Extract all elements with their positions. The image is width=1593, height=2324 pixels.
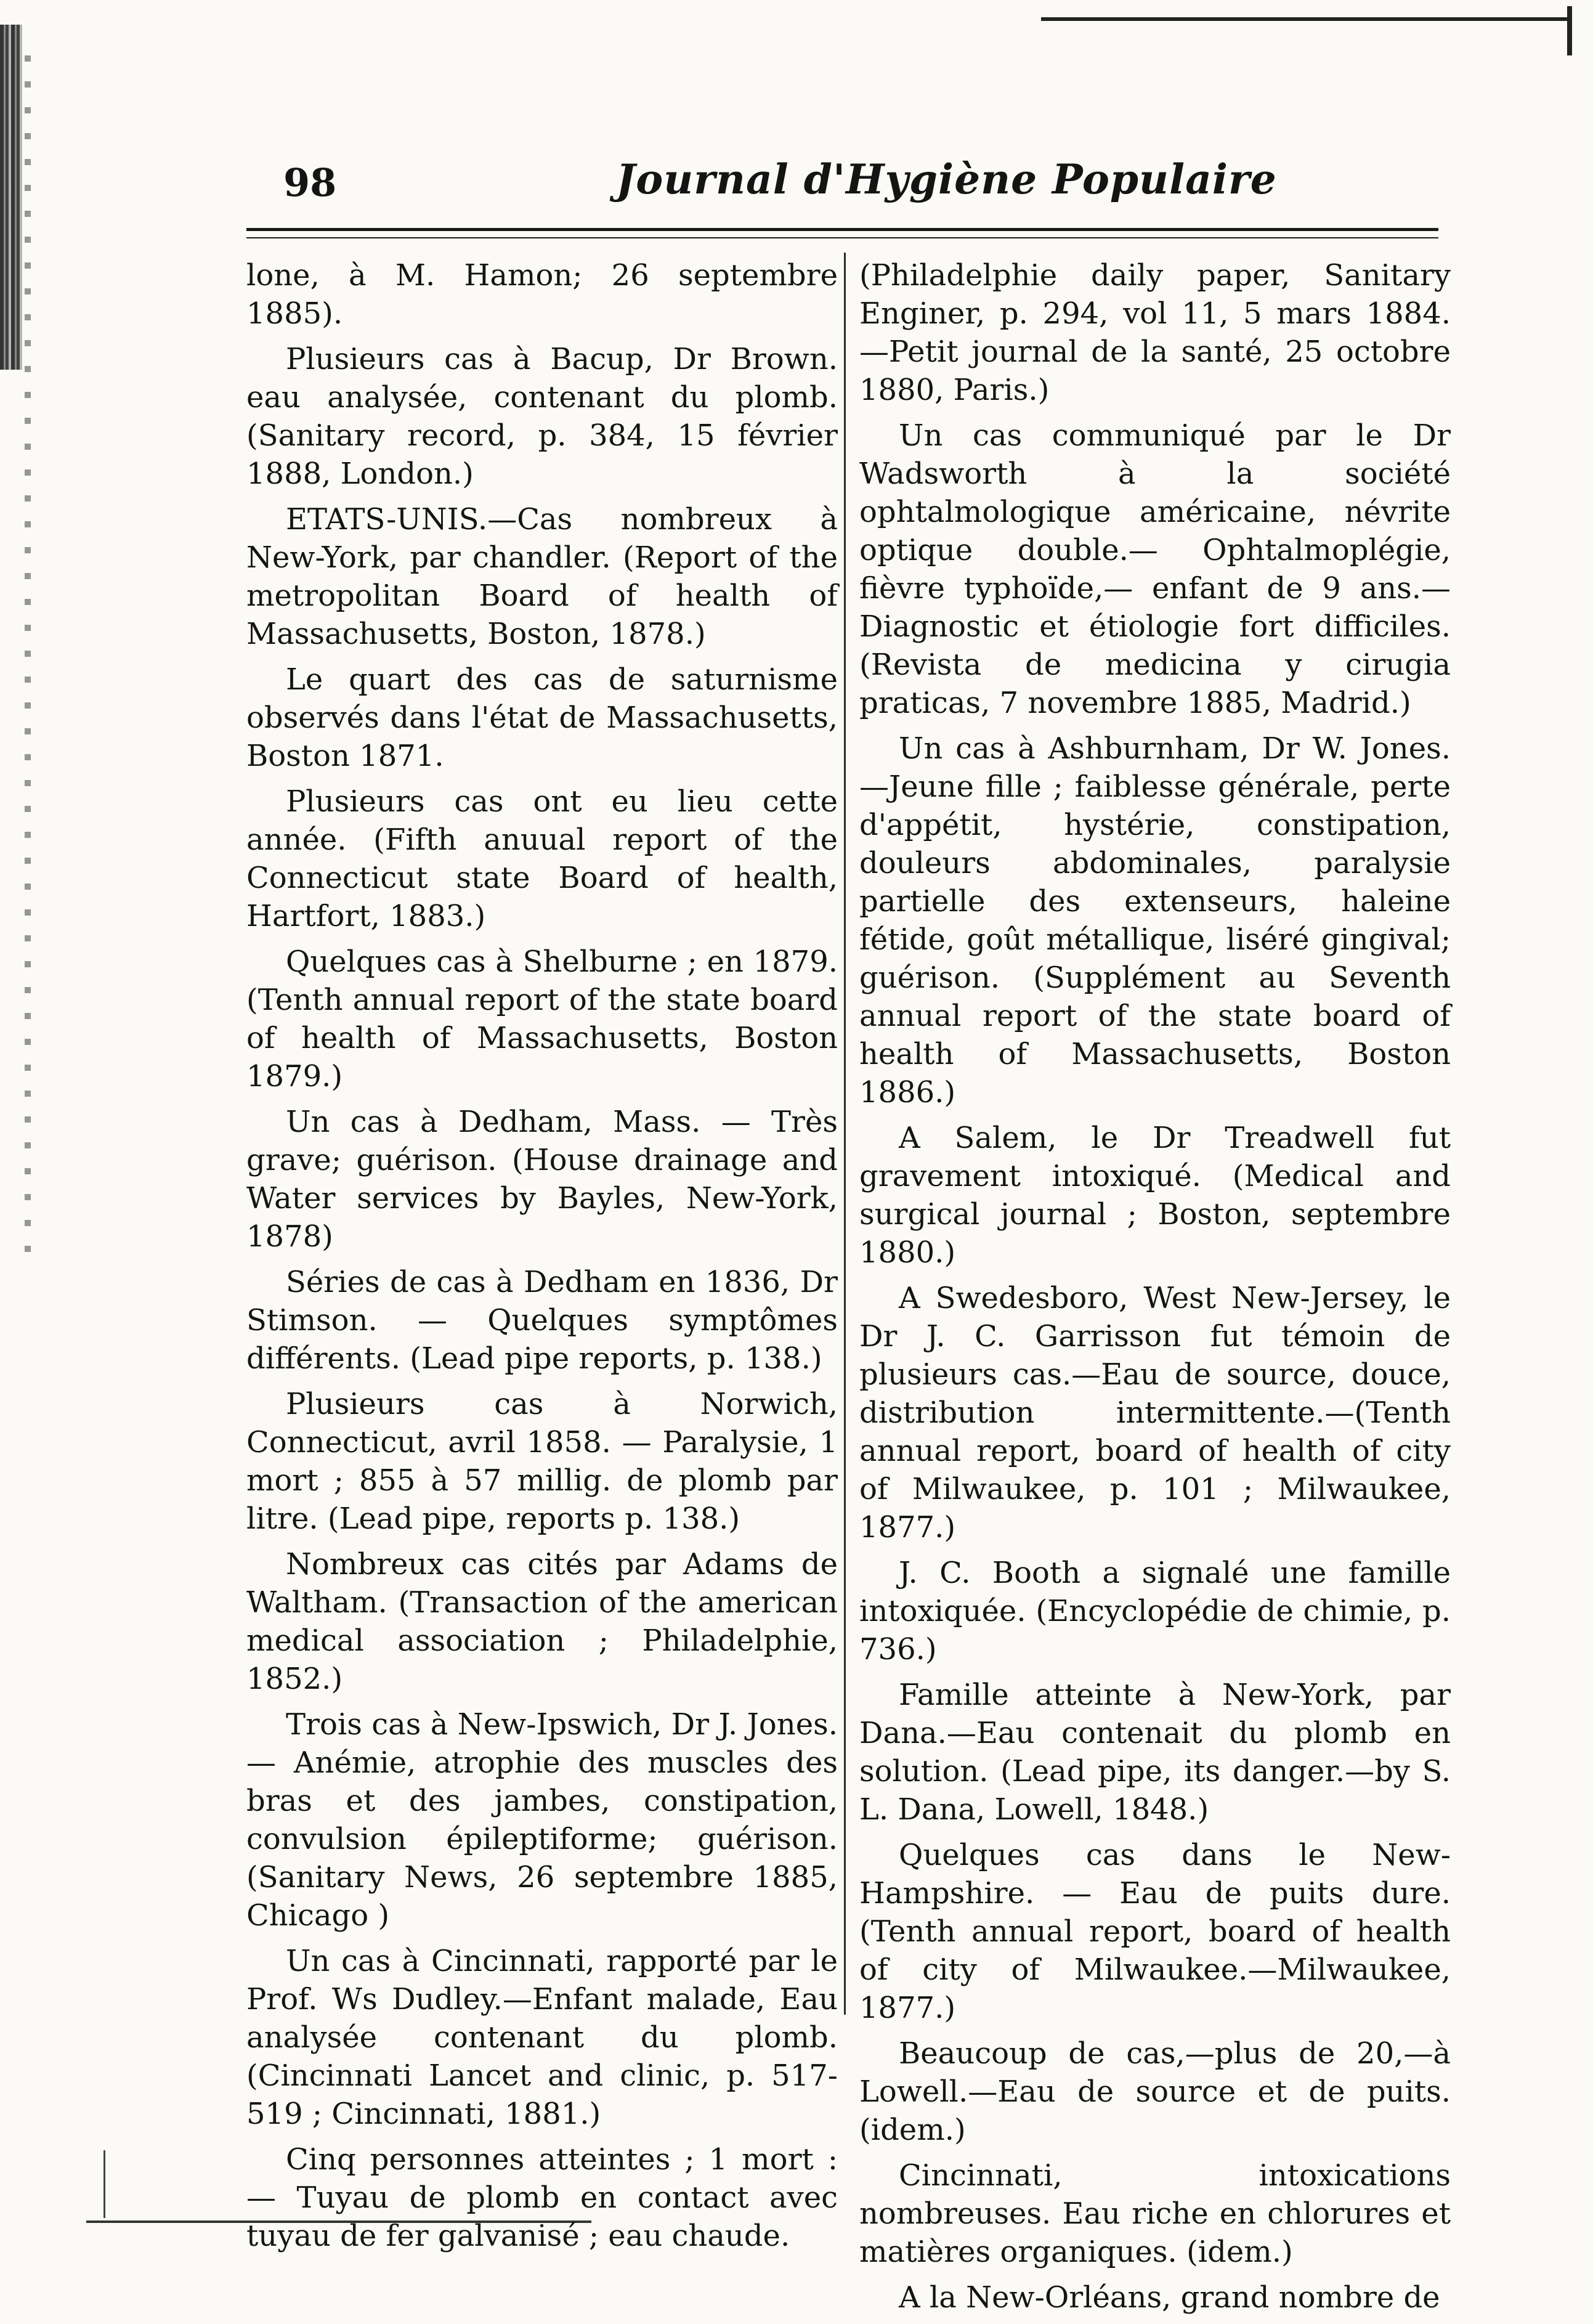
paragraph: Un cas à Ashburnham, Dr W. Jones.—Jeune fille ; faiblesse générale, perte d'appétit, hystérie, constipation, douleurs abdominales, paralysie partielle des extenseurs, haleine fétide, goût métallique, liséré gingival; guérison. (Supplément au Seventh annual report of the state board of health of Massachusetts, Boston 1886.) bbox=[859, 731, 1451, 1110]
right-column bbox=[859, 256, 1451, 2324]
running-head bbox=[246, 148, 1441, 222]
left-column bbox=[246, 256, 838, 2262]
scan-bottom-mark bbox=[103, 2150, 105, 2218]
paragraph: (Philadelphie daily paper, Sanitary Enginer, p. 294, vol 11, 5 mars 1884. —Petit journal de la santé, 25 octobre 1880, Paris.) bbox=[859, 258, 1451, 407]
paragraph: Séries de cas à Dedham en 1836, Dr Stimson. — Quelques symptômes différents. (Lead pipe reports, p. 138.) bbox=[246, 1265, 838, 1376]
paragraph: Quelques cas dans le New-Hampshire. — Eau de puits dure. (Tenth annual report, board of health of city of Milwaukee.—Milwaukee, 1877.) bbox=[859, 1838, 1451, 2025]
paragraph: Le quart des cas de saturnisme observés dans l'état de Massachusetts, Boston 1871. bbox=[246, 662, 838, 773]
column-divider bbox=[844, 253, 846, 2015]
paragraph: Cinq personnes atteintes ; 1 mort :— Tuyau de plomb en contact avec tuyau de fer galvanisé ; eau chaude. bbox=[246, 2142, 838, 2253]
paragraph: Un cas communiqué par le Dr Wadsworth à la société ophtalmologique américaine, névrite optique double.— Ophtalmoplégie, fièvre typhoïde,— enfant de 9 ans.—Diagnostic et étiologie fort difficiles. (Revista de medicina y cirugia praticas, 7 novembre 1885, Madrid.) bbox=[859, 418, 1451, 720]
paragraph: Famille atteinte à New-York, par Dana.—Eau contenait du plomb en solution. (Lead pipe, its danger.—by S. L. Dana, Lowell, 1848.) bbox=[859, 1678, 1451, 1827]
paragraph: Plusieurs cas à Norwich, Connecticut, avril 1858. — Paralysie, 1 mort ; 855 à 57 millig. de plomb par litre. (Lead pipe, reports p. 138.) bbox=[246, 1387, 838, 1536]
header-rule-thick bbox=[246, 228, 1438, 231]
paragraph: Un cas à Dedham, Mass. — Très grave; guérison. (House drainage and Water services by Bayles, New-York, 1878) bbox=[246, 1105, 838, 1254]
scan-corner-rule bbox=[1041, 17, 1572, 21]
paragraph: A Swedesboro, West New-Jersey, le Dr J. C. Garrisson fut témoin de plusieurs cas.—Eau de source, douce, distribution intermittente.—(Tenth annual report, board of health of city of Milwaukee, p. 101 ; Milwaukee, 1877.) bbox=[859, 1281, 1451, 1545]
page-number: 98 bbox=[283, 160, 337, 205]
paragraph: Cincinnati, intoxications nombreuses. Eau riche en chlorures et matières organiques. (idem.) bbox=[859, 2158, 1451, 2269]
header-rule-thin bbox=[246, 237, 1438, 238]
paragraph: J. C. Booth a signalé une famille intoxiquée. (Encyclopédie de chimie, p. 736.) bbox=[859, 1556, 1451, 1667]
paragraph: Plusieurs cas ont eu lieu cette année. (Fifth anuual report of the Connecticut state Board of health, Hartfort, 1883.) bbox=[246, 784, 838, 933]
paragraph: ETATS-UNIS.—Cas nombreux à New-York, par chandler. (Report of the metropolitan Board of health of Massachusetts, Boston, 1878.) bbox=[246, 502, 838, 651]
paragraph: Nombreux cas cités par Adams de Waltham. (Transaction of the american medical association ; Philadelphie, 1852.) bbox=[246, 1547, 838, 1696]
paragraph: Plusieurs cas à Bacup, Dr Brown. eau analysée, contenant du plomb. (Sanitary record, p. 384, 15 février 1888, London.) bbox=[246, 342, 838, 491]
paragraph: A Salem, le Dr Treadwell fut gravement intoxiqué. (Medical and surgical journal ; Boston, septembre 1880.) bbox=[859, 1121, 1451, 1270]
paragraph: Quelques cas à Shelburne ; en 1879. (Tenth annual report of the state board of health of Massachusetts, Boston 1879.) bbox=[246, 945, 838, 1094]
paragraph: Un cas à Cincinnati, rapporté par le Prof. Ws Dudley.—Enfant malade, Eau analysée contenant du plomb. (Cincinnati Lancet and clinic, p. 517-519 ; Cincinnati, 1881.) bbox=[246, 1944, 838, 2131]
scan-binding-shadow bbox=[25, 55, 31, 1257]
scan-binding-edge bbox=[0, 25, 22, 370]
paragraph: Beaucoup de cas,—plus de 20,—à Lowell.—Eau de source et de puits. (idem.) bbox=[859, 2036, 1451, 2147]
scan-corner-tick bbox=[1567, 6, 1572, 55]
paragraph: lone, à M. Hamon; 26 septembre 1885). bbox=[246, 258, 838, 331]
paragraph: A la New-Orléans, grand nombre de bbox=[899, 2280, 1440, 2315]
paragraph: Trois cas à New-Ipswich, Dr J. Jones. — Anémie, atrophie des muscles des bras et des jambes, constipation, convulsion épileptiforme; guérison. (Sanitary News, 26 septembre 1885, Chicago ) bbox=[246, 1707, 838, 1933]
running-title: Journal d'Hygiène Populaire bbox=[616, 155, 1277, 203]
